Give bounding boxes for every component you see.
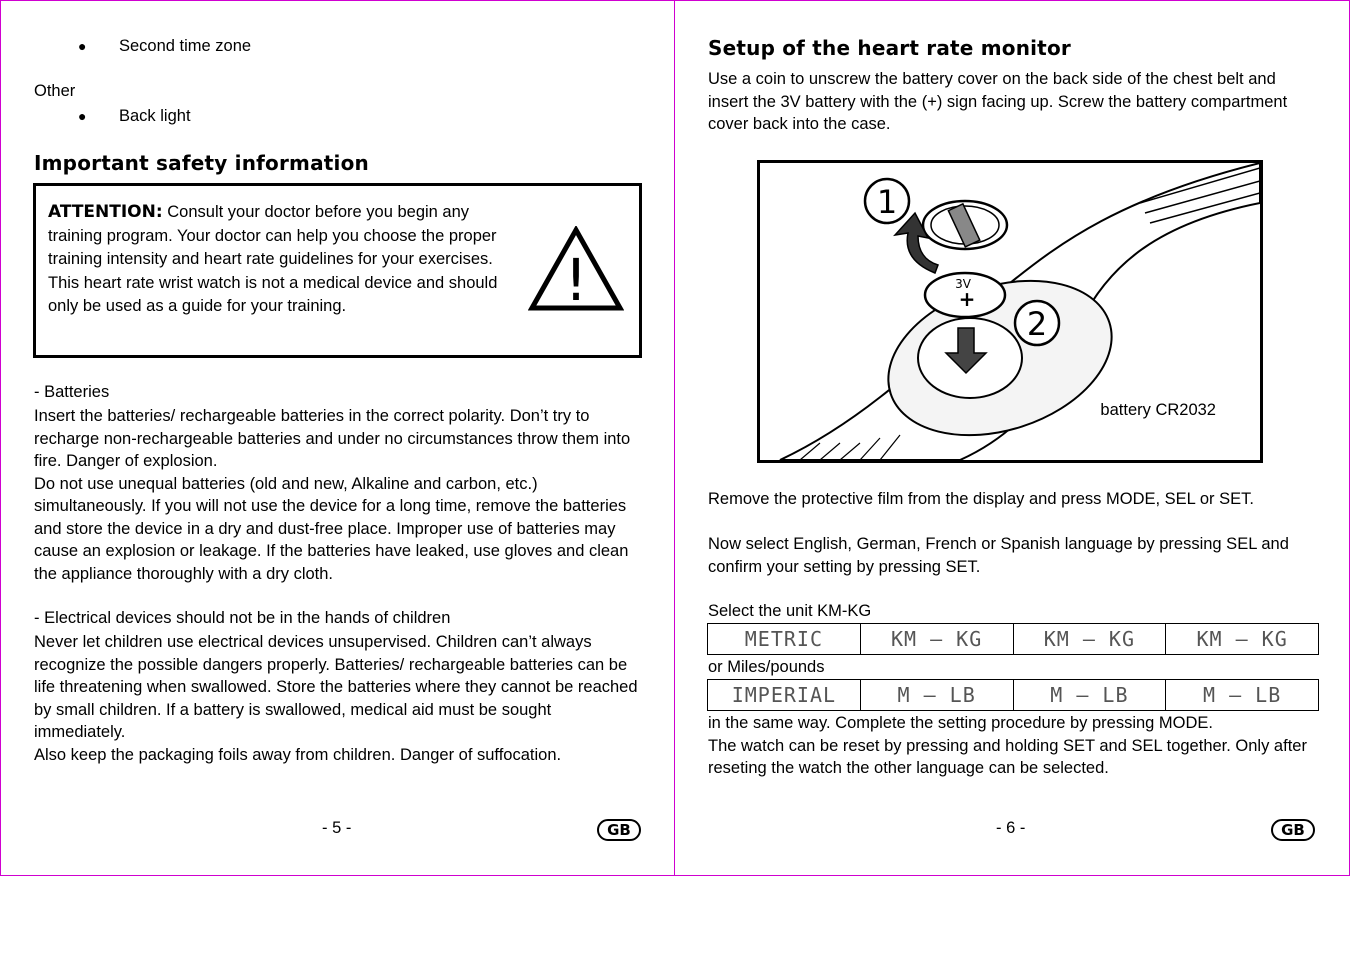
attention-text xyxy=(48,201,508,319)
imperial-cell: IMPERIAL xyxy=(708,680,861,711)
unit-km-label: Select the unit KM-KG xyxy=(708,602,872,620)
attention-text-1: Consult your doctor before you begin any training program. Your doctor can help you choose the proper training intensity and heart rate guidelines for your exercises. xyxy=(48,203,497,268)
bullet-dot: ● xyxy=(78,38,87,54)
metric-cell: KM – KG xyxy=(1013,624,1166,655)
instructions-para-2: Now select English, German, French or Spanish language by pressing SEL and confirm your setting by pressing SET. xyxy=(708,535,1289,576)
instructions-para-3: in the same way. Complete the setting procedure by pressing MODE. xyxy=(708,714,1214,732)
gb-badge-left: GB xyxy=(597,819,641,841)
page-number-right: - 6 - xyxy=(996,819,1026,837)
imperial-cell: M – LB xyxy=(1013,680,1166,711)
imperial-display-table xyxy=(707,679,1319,711)
imperial-row xyxy=(708,680,1319,711)
instructions-para-1: Remove the protective film from the display and press MODE, SEL or SET. xyxy=(708,490,1254,508)
metric-display-table xyxy=(707,623,1319,655)
bullet-text: Second time zone xyxy=(119,37,252,55)
bullet-dot: ● xyxy=(78,108,87,124)
other-label: Other xyxy=(34,82,76,100)
batteries-subhead: - Batteries xyxy=(34,383,110,401)
metric-cell: KM – KG xyxy=(860,624,1013,655)
safety-heading: Important safety information xyxy=(34,151,369,175)
imperial-cell: M – LB xyxy=(1166,680,1319,711)
batteries-section xyxy=(34,405,640,585)
metric-row xyxy=(708,624,1319,655)
batteries-para-1: Insert the batteries/ rechargeable batteries in the correct polarity. Don’t try to recharge non-rechargeable batteries and under no circumstances throw them into fire. Danger of explosion. xyxy=(34,407,631,470)
bullet-text: Back light xyxy=(119,107,191,125)
step-2-number: 2 xyxy=(1026,305,1048,343)
children-para-1: Never let children use electrical devices unsupervised. Children can’t always recognize the possible dangers properly. Batteries/ rechargeable batteries can be life threatening when swallowed. Store the batteries where they cannot be reached by small children. If a battery is swallowed, medical aid must be sought immediately. xyxy=(34,633,638,741)
setup-heading: Setup of the heart rate monitor xyxy=(708,36,1071,60)
step-1-number: 1 xyxy=(876,183,898,221)
batteries-para-2: Do not use unequal batteries (old and new, Alkaline and carbon, etc.) simultaneously. If you will not use the device for a long time, remove the batteries and store the device in a dry and dust-free place. Improper use of batteries may cause an explosion or leakage. If the batteries have leaked, use gloves and clean the appliance thoroughly with a dry cloth. xyxy=(34,474,629,583)
page-number-left: - 5 - xyxy=(322,819,352,837)
battery-figure xyxy=(757,160,1263,463)
children-subhead: - Electrical devices should not be in the hands of children xyxy=(34,609,451,627)
imperial-cell: M – LB xyxy=(860,680,1013,711)
attention-label: ATTENTION: xyxy=(48,202,163,222)
instructions-para-4: The watch can be reset by pressing and holding SET and SEL together. Only after reseting the watch the other language can be selected. xyxy=(708,736,1307,777)
metric-cell: KM – KG xyxy=(1166,624,1319,655)
metric-cell: METRIC xyxy=(708,624,861,655)
warning-triangle-icon xyxy=(528,226,624,312)
attention-box xyxy=(33,183,642,358)
gb-badge-right: GB xyxy=(1271,819,1315,841)
attention-text-2: This heart rate wrist watch is not a medical device and should only be used as a guide for your training. xyxy=(48,273,498,315)
warning-symbol: ! xyxy=(564,246,588,312)
battery-voltage: 3V xyxy=(955,277,971,291)
children-section xyxy=(34,631,640,766)
unit-miles-label: or Miles/pounds xyxy=(708,658,825,676)
children-para-2: Also keep the packaging foils away from children. Danger of suffocation. xyxy=(34,745,562,764)
battery-plus-sign: + xyxy=(958,287,976,311)
setup-intro: Use a coin to unscrew the battery cover on the back side of the chest belt and insert the 3V battery with the (+) sign facing up. Screw the battery compartment cover back into the case. xyxy=(708,70,1288,133)
figure-caption: battery CR2032 xyxy=(1100,401,1216,419)
instructions-tail xyxy=(708,712,1313,780)
